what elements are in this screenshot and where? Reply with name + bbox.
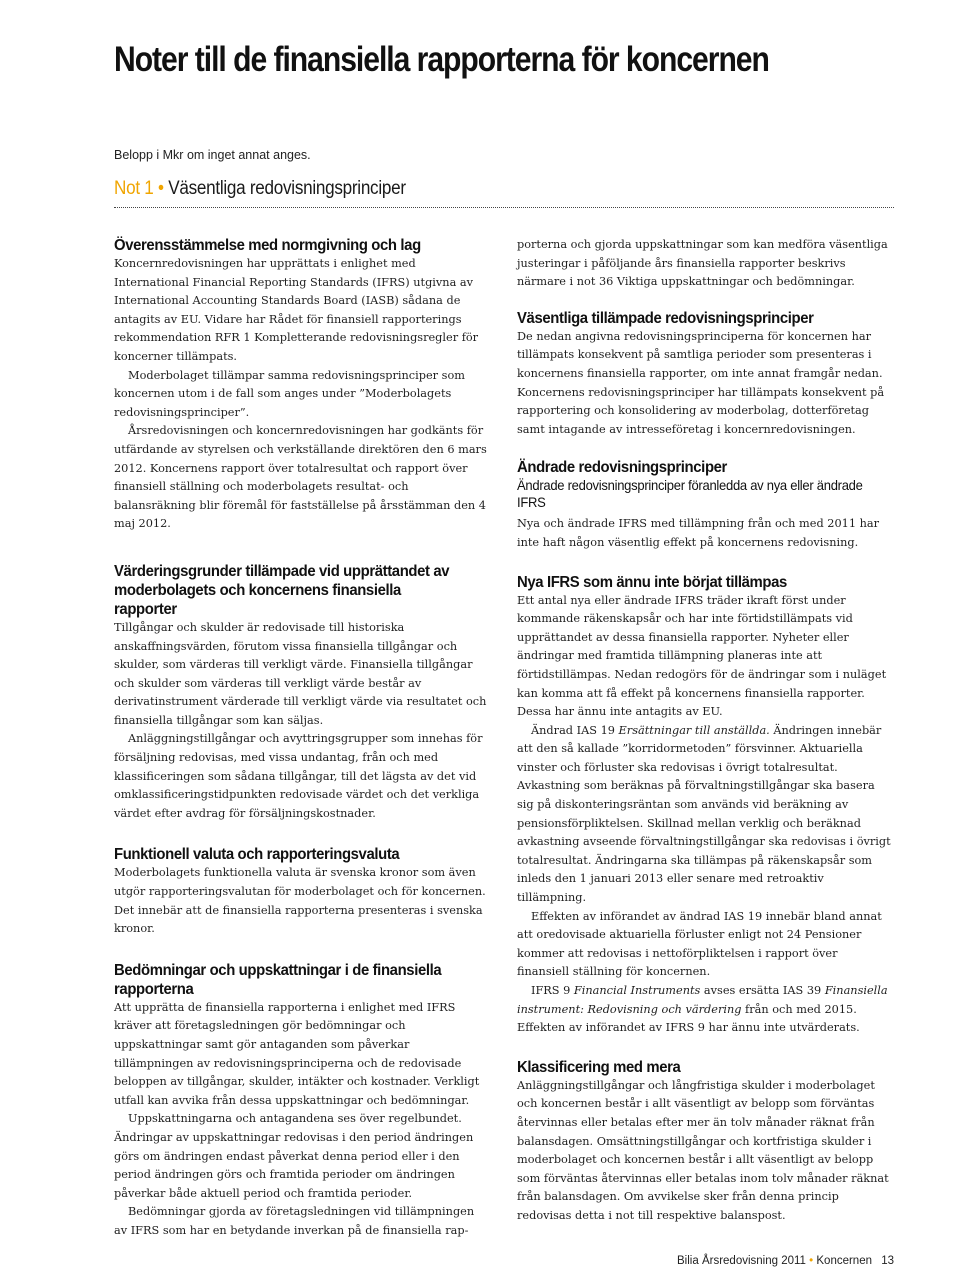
standard-title: Ersättningar till anställda. [618, 723, 770, 737]
paragraph [517, 722, 892, 908]
paragraph: De nedan angivna redovisningsprinciperna för koncernen har tillämpats konsekvent på samtliga perioder som presenteras i koncernens finansiella rapporter, om inte annat framgår nedan. Koncernens redovisningsprinciper har tillämpats konsekvent på rapportering och konsolidering av moderbolag, dotterföretag samt intagande av intresseföretag i koncernredovisningen. [517, 329, 885, 436]
page-title: Noter till de finansiella rapporterna för koncernen [114, 40, 769, 79]
dotted-divider [114, 207, 894, 208]
paragraph: Årsredovisningen och koncernredovisningen har godkänts för utfärdande av styrelsen och verkställande direktören den 6 mars 2012. Koncernens rapport över totalresultat och rapport över finansiell ställning och moderbolagets resultat- och balansräkning blir föremål för fastställelse på årsstämman den 4 maj 2012. [114, 424, 487, 531]
subsection-heading: Ändrade redovisningsprinciper föranledda av nya eller ändrade IFRS [517, 477, 863, 511]
footer-publication: Bilia Årsredovisning 2011 [677, 1255, 806, 1267]
paragraph: Uppskattningarna och antagandena ses över regelbundet. Ändringar av uppskattningar redovisas i den period ändringen görs om ändringen endast påverkat denna period eller i den period ändringen görs och framtida perioder om ändringen påverkar både aktuell period och framtida perioder. [114, 1112, 474, 1200]
paragraph: Ett antal nya eller ändrade IFRS träder ikraft först under kommande räkenskapsår och har inte förtidstillämpats vid upprättandet av dessa finansiella rapporter. Nyheter eller ändringar med framtida tillämpning planeras inte att förtidstillämpas. Nedan redogörs för de ändringar som i nuläget kan komma att få effekt på koncernens finansiella rapporter. Dessa har ännu inte antagits av EU. [517, 593, 887, 719]
note-title: Väsentliga redovisningsprinciper [168, 178, 406, 199]
page-footer [677, 1255, 894, 1267]
footer-section: Koncernen [816, 1255, 872, 1267]
text-run: från och med 2015. Effekten av införandet av IFRS 9 har ännu inte utvärderats. [517, 1002, 860, 1035]
text-run: IFRS 9 [531, 984, 574, 997]
paragraph: Att upprätta de finansiella rapporterna i enlighet med IFRS kräver att företagsledningen gör bedömningar och uppskattningar samt gör antaganden som påverkar tillämpningen av redovisningsprinciperna och de redovisade beloppen av tillgångar, skulder, intäkter och kostnader. Verkligt utfall kan avvika från dessa uppskattningar och bedömningar. [114, 1000, 480, 1107]
section-heading: Väsentliga tillämpade redovisningsprinciper [517, 309, 814, 327]
section-heading: Överensstämmelse med normgivning och lag [114, 237, 421, 254]
right-column [517, 236, 892, 1226]
section-heading: Funktionell valuta och rapporteringsvaluta [114, 846, 400, 864]
text-run: avses ersätta IAS 39 [700, 984, 825, 997]
paragraph: Moderbolagets funktionella valuta är svenska kronor som även utgör rapporteringsvalutan för moderbolaget och för koncernen. Det innebär att de finansiella rapporterna presenteras i svenska kronor. [114, 866, 486, 936]
page-number: 13 [881, 1255, 894, 1267]
amount-note: Belopp i Mkr om inget annat anges. [114, 148, 311, 162]
text-run: Ändringen innebär att den så kallade ”korridormetoden” försvinner. Aktuariella vinster och förluster ska redovisas i övrigt totalresultat. Avkastning som beräknas på förvaltningstillgångar ska basera sig på diskonteringsräntan som används vid beräkning av pensionsförpliktelsen. Skillnad mellan verklig och beräknad avkastning avseende förvaltningstillgångar ska redovisas i övrigt totalresultat. Ändringarna ska tillämpas på räkenskapsår som inleds den 1 januari 2013 eller senare med retroaktiv tillämpning. [517, 723, 891, 905]
section-heading: Bedömningar och uppskattningar i de finansiella rapporterna [114, 961, 442, 998]
paragraph [517, 982, 892, 1038]
note-heading [114, 178, 406, 200]
paragraph: Anläggningstillgångar och långfristiga skulder i moderbolaget och koncernen består i allt väsentligt av belopp som förväntas återvinnas eller betalas efter mer än tolv månader räknat från balansdagen. Omsättningstillgångar och kortfristiga skulder i moderbolaget och koncernen består i allt väsentligt av belopp som förväntas återvinnas eller betalas inom tolv månader räknat från balansdagen. Om avvikelse sker från denna princip redovisas detta i not till respektive balanspost. [517, 1078, 889, 1222]
paragraph: Tillgångar och skulder är redovisade till historiska anskaffningsvärden, förutom vissa finansiella tillgångar och skulder, som värderas till verkligt värde. Finansiella tillgångar och skulder som värderas till verkligt värde består av derivatinstrument värderade till verkligt värde via resultatet och finansiella tillgångar som kan säljas. [114, 620, 487, 727]
section-heading: Värderingsgrunder tillämpade vid upprättandet av moderbolagets och koncernens finansiella rapporter [114, 562, 450, 618]
paragraph: Nya och ändrade IFRS med tillämpning från och med 2011 har inte haft någon väsentlig effekt på koncernens redovisning. [517, 517, 880, 549]
text-run: Ändrad IAS 19 [531, 723, 619, 737]
paragraph: porterna och gjorda uppskattningar som kan medföra väsentliga justeringar i påföljande års finansiella rapporter beskrivs närmare i not 36 Viktiga uppskattningar och bedömningar. [517, 238, 888, 289]
section-heading: Ändrade redovisningsprinciper [517, 459, 727, 477]
paragraph: Anläggningstillgångar och avyttringsgrupper som innehas för försäljning redovisas, med vissa undantag, från och med klassificeringen som sådana tillgångar, till det lägsta av det vid omklassificeringstidpunkten redovisade värdet och det verkliga värdet efter avdrag för försäljningskostnader. [114, 732, 483, 820]
section-heading: Klassificering med mera [517, 1058, 681, 1076]
standard-title: Finansiella instrument: Redovisning och värdering [517, 984, 888, 1016]
paragraph: Moderbolaget tillämpar samma redovisningsprinciper som koncernen utom i de fall som anges under ”Moderbolagets redovisningsprinciper”. [114, 368, 465, 419]
note-number: Not 1 [114, 178, 154, 199]
note-separator: • [158, 178, 164, 199]
paragraph: Effekten av införandet av ändrad IAS 19 innebär bland annat att oredovisade aktuariella förluster enligt not 24 Pensioner kommer att redovisas i nettoförpliktelsen i rapport över finansiell ställning för koncernen. [517, 909, 882, 979]
standard-title: Financial Instruments [573, 984, 701, 997]
section-heading: Nya IFRS som ännu inte börjat tillämpas [517, 573, 787, 591]
paragraph: Bedömningar gjorda av företagsledningen vid tillämpningen av IFRS som har en betydande inverkan på de finansiella rap- [114, 1205, 475, 1237]
left-column [114, 236, 489, 1241]
footer-separator: • [809, 1255, 814, 1267]
paragraph: Koncernredovisningen har upprättats i enlighet med International Financial Reporting Standards (IFRS) utgivna av International Accounting Standards Board (IASB) sådana de antagits av EU. Vidare har Rådet för finansiell rapporterings rekommendation RFR 1 Kompletterande redovisningsregler för koncerner tillämpats. [114, 257, 479, 363]
